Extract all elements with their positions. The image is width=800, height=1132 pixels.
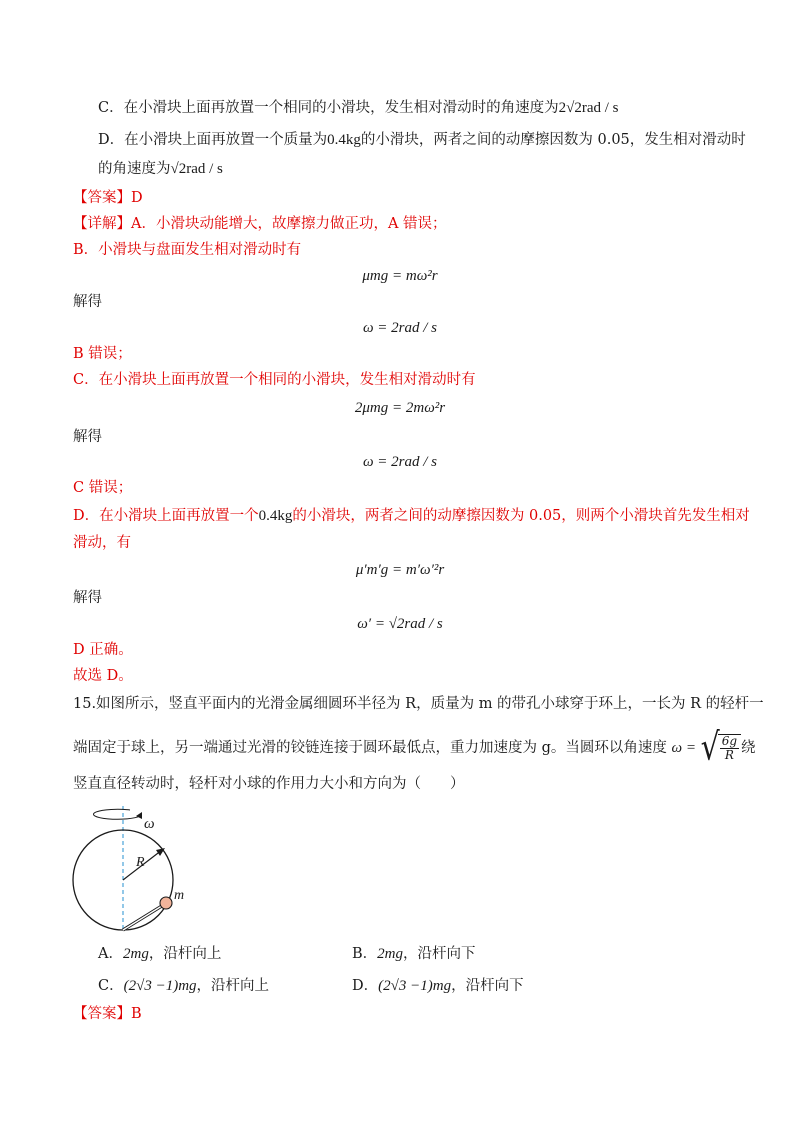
q15-line1: 15.如图所示，竖直平面内的光滑金属细圆环半径为 R，质量为 m 的带孔小球穿于环上，一长为 R 的轻杆一 xyxy=(73,696,764,712)
choice-c-dir: ，沿杆向上 xyxy=(196,978,270,994)
option-c-value: 2√2rad / s xyxy=(558,100,619,116)
d-right: D 正确。 xyxy=(73,642,133,658)
option-d-line2 xyxy=(98,159,223,179)
q15-line2 xyxy=(73,725,756,770)
figure-m-label: m xyxy=(174,888,185,903)
choice-d-label: D． xyxy=(352,978,379,994)
light-rod-inner xyxy=(123,904,165,930)
explain-d-part1: D．在小滑块上面再放置一个 xyxy=(73,508,259,524)
choice-b-expr: 2mg xyxy=(377,946,403,962)
explain-c: C．在小滑块上面再放置一个相同的小滑块，发生相对滑动时有 xyxy=(73,372,476,388)
solve-1: 解得 xyxy=(73,294,102,310)
option-c-text xyxy=(98,98,618,118)
answer-14-label: 【答案】 xyxy=(73,190,131,206)
option-d-text xyxy=(98,130,746,150)
answer-14 xyxy=(73,188,143,208)
explain-d-part2: 的小滑块，两者之间的动摩擦因数为 0.05，则两个小滑块首先发生相对 xyxy=(292,508,750,524)
option-d-part2: 的小滑块，两者之间的动摩擦因数为 0.05，发生相对滑动时 xyxy=(360,132,746,148)
explain-d-line2: 滑动，有 xyxy=(73,535,131,551)
fraction-denominator: R xyxy=(724,748,734,762)
choice-d-expr: (2√3 −1)mg xyxy=(378,978,452,994)
option-d-line2-text: 的角速度为 xyxy=(98,161,171,177)
explain-a xyxy=(73,214,447,234)
omega-equation: ω = xyxy=(671,740,696,756)
ring-figure xyxy=(70,800,200,940)
rotation-arrowhead xyxy=(136,812,142,819)
c-wrong: C 错误； xyxy=(73,480,133,496)
explain-a-text: A．小滑块动能增大，故摩擦力做正功，A 错误； xyxy=(131,216,447,232)
choice-c xyxy=(98,976,269,996)
explain-label: 【详解】 xyxy=(73,216,131,232)
option-d-value: √2rad / s xyxy=(170,161,223,177)
solve-2: 解得 xyxy=(73,429,102,445)
rotation-arrow xyxy=(93,809,140,819)
equation-2: 2μmg = 2mω²r xyxy=(354,400,446,416)
choice-b xyxy=(352,944,476,964)
choice-a xyxy=(98,944,221,964)
explain-d-mass: 0.4kg xyxy=(258,508,293,524)
explain-b: B．小滑块与盘面发生相对滑动时有 xyxy=(73,242,302,258)
choice-c-expr: (2√3 −1)mg xyxy=(123,978,197,994)
choice-b-label: B． xyxy=(352,946,378,962)
q15-line3: 竖直直径转动时，轻杆对小球的作用力大小和方向为（ ） xyxy=(73,776,465,792)
answer-15-value: B xyxy=(131,1006,142,1022)
sqrt-radicand xyxy=(718,734,741,762)
solve-3: 解得 xyxy=(73,590,102,606)
equation-3: μ′m′g = m′ω′²r xyxy=(355,562,445,578)
choice-a-expr: 2mg xyxy=(122,946,149,962)
q15-line2-text: 端固定于球上，另一端通过光滑的铰链连接于圆环最低点，重力加速度为 g。当圆环以角速度 xyxy=(73,740,667,756)
option-d-mass: 0.4kg xyxy=(327,132,361,148)
equation-1: μmg = mω²r xyxy=(362,268,438,284)
option-d-part1: D．在小滑块上面再放置一个质量为 xyxy=(98,132,328,148)
result-3: ω′ = √2rad / s xyxy=(357,616,443,632)
b-wrong: B 错误； xyxy=(73,346,132,362)
q15-line2-end: 绕 xyxy=(741,740,756,756)
small-ball xyxy=(160,897,172,909)
explain-d xyxy=(73,506,750,526)
choice-a-dir: ，沿杆向上 xyxy=(148,946,222,962)
answer-15 xyxy=(73,1004,142,1024)
result-2: ω = 2rad / s xyxy=(362,454,438,470)
answer-14-value: D xyxy=(131,190,143,206)
option-c-label: C．在小滑块上面再放置一个相同的小滑块，发生相对滑动时的角速度为 xyxy=(98,100,559,116)
choice-b-dir: ，沿杆向下 xyxy=(403,946,476,962)
result-1: ω = 2rad / s xyxy=(362,320,438,336)
choice-d-dir: ，沿杆向下 xyxy=(451,978,524,994)
choice-a-label: A． xyxy=(98,946,123,962)
fraction-numerator: 6g xyxy=(721,734,738,748)
figure-omega-label: ω xyxy=(144,816,155,832)
choose-d: 故选 D。 xyxy=(73,668,133,684)
omega-fraction xyxy=(720,735,739,762)
answer-15-label: 【答案】 xyxy=(73,1006,131,1022)
figure-R-label: R xyxy=(136,855,145,870)
sqrt-symbol: √ xyxy=(700,725,720,770)
choice-c-label: C． xyxy=(98,978,124,994)
choice-d xyxy=(352,976,524,996)
